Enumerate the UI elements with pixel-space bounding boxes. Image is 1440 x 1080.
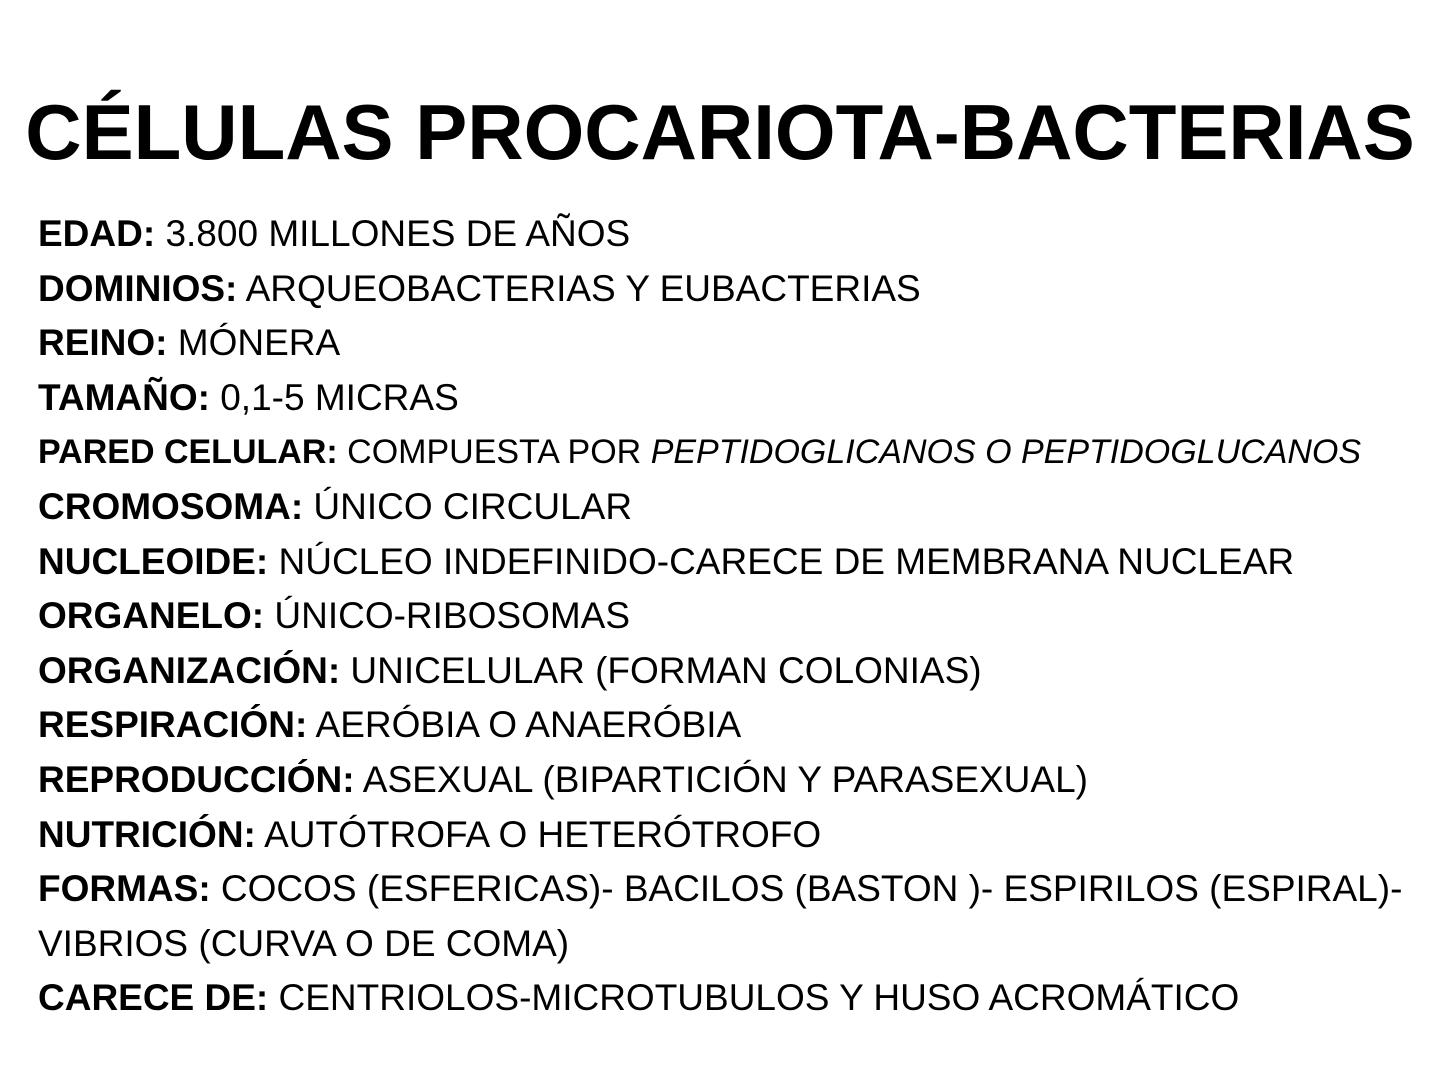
row-value: ÚNICO-RIBOSOMAS bbox=[264, 595, 631, 637]
row-respiracion bbox=[38, 698, 1428, 753]
row-label: RESPIRACIÓN: bbox=[38, 704, 308, 746]
row-value: MÓNERA bbox=[167, 322, 341, 364]
row-pared-celular bbox=[38, 425, 1428, 480]
row-edad bbox=[38, 207, 1428, 262]
row-value: COCOS (ESFERICAS)- BACILOS (BASTON )- ESPIRILOS (ESPIRAL)- bbox=[210, 868, 1403, 910]
row-value: ÚNICO CIRCULAR bbox=[303, 485, 633, 527]
row-tamano bbox=[38, 371, 1428, 426]
row-value: NÚCLEO INDEFINIDO-CARECE DE MEMBRANA NUCLEAR bbox=[268, 540, 1295, 582]
row-value: ARQUEOBACTERIAS Y EUBACTERIAS bbox=[237, 267, 921, 309]
row-organizacion bbox=[38, 644, 1428, 699]
row-value-italic: PEPTIDOGLICANOS O PEPTIDOGLUCANOS bbox=[650, 433, 1362, 472]
row-label: REPRODUCCIÓN: bbox=[38, 758, 355, 800]
row-value: CENTRIOLOS-MICROTUBULOS Y HUSO ACROMÁTICO bbox=[268, 977, 1240, 1019]
row-label: ORGANIZACIÓN: bbox=[38, 649, 341, 691]
row-label: NUTRICIÓN: bbox=[38, 813, 256, 855]
row-organelo bbox=[38, 589, 1428, 644]
row-label: DOMINIOS: bbox=[38, 267, 238, 309]
row-value: ASEXUAL (BIPARTICIÓN Y PARASEXUAL) bbox=[354, 758, 1088, 800]
row-label: CARECE DE: bbox=[38, 977, 269, 1019]
row-reproduccion bbox=[38, 753, 1428, 808]
row-value: VIBRIOS (CURVA O DE COMA) bbox=[38, 922, 570, 964]
row-label: REINO: bbox=[38, 322, 168, 364]
slide-title: CÉLULAS PROCARIOTA-BACTERIAS bbox=[25, 88, 1415, 176]
row-formas bbox=[38, 862, 1428, 917]
row-formas-continuation bbox=[38, 917, 1428, 972]
row-value: 0,1-5 MICRAS bbox=[209, 376, 459, 418]
row-label: TAMAÑO: bbox=[38, 376, 210, 418]
row-label: PARED CELULAR: bbox=[38, 433, 338, 472]
row-value: AERÓBIA O ANAERÓBIA bbox=[307, 704, 742, 746]
row-label: FORMAS: bbox=[38, 868, 211, 910]
row-value: COMPUESTA POR bbox=[337, 433, 651, 472]
row-value: 3.800 MILLONES DE AÑOS bbox=[155, 213, 631, 254]
feature-list bbox=[38, 207, 1428, 1026]
row-label: NUCLEOIDE: bbox=[38, 540, 269, 582]
row-label: ORGANELO: bbox=[38, 595, 265, 637]
row-reino bbox=[38, 316, 1428, 371]
row-nutricion bbox=[38, 808, 1428, 863]
row-carece-de bbox=[38, 971, 1428, 1026]
row-dominios bbox=[38, 262, 1428, 317]
row-cromosoma bbox=[38, 480, 1428, 535]
row-value: AUTÓTROFA O HETERÓTROFO bbox=[255, 813, 822, 855]
row-nucleoide bbox=[38, 535, 1428, 590]
row-label: CROMOSOMA: bbox=[38, 485, 304, 527]
row-value: UNICELULAR (FORMAN COLONIAS) bbox=[340, 649, 982, 691]
row-label: EDAD: bbox=[38, 213, 156, 254]
